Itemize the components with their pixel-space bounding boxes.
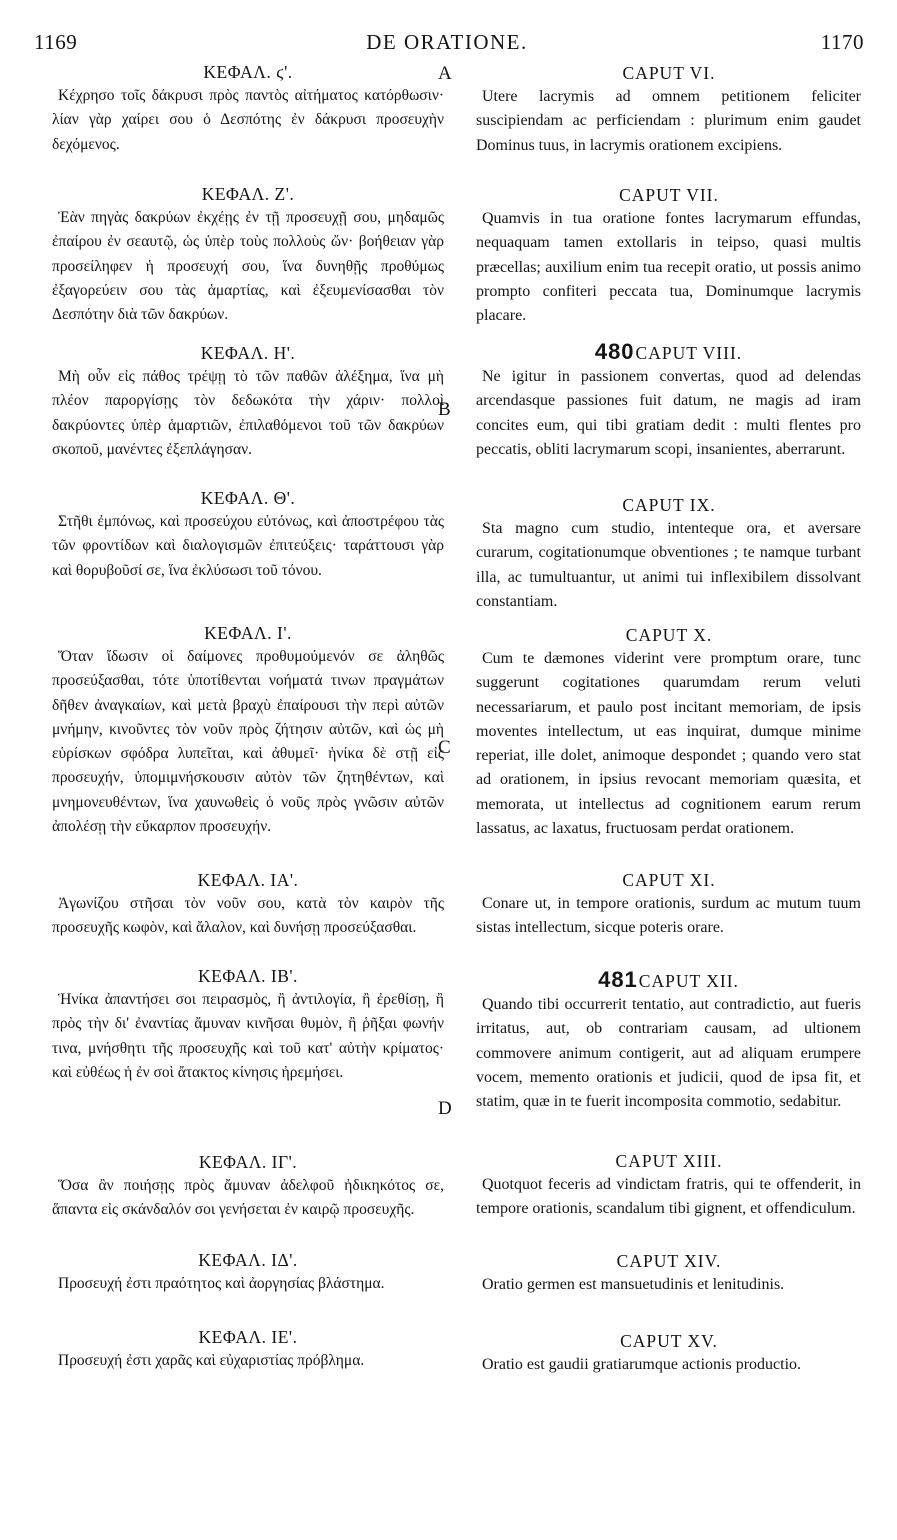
chapter-heading: 480CAPUT VIII. <box>594 339 743 364</box>
chapter-heading: ΚΕΦΑΛ. Ζ'. <box>201 184 295 204</box>
greek-chapter <box>52 621 444 839</box>
greek-chapter <box>52 1248 444 1296</box>
chapter-text: Quamvis in tua oratione fontes lacrymarum effundas, nequaquam tamen extollaris in teipso, quasi multis præcellas; auxilium enim tua recepit oratio, ut possis animo prompto confiteri peccata tua, Dominumque lacrymis placare. <box>476 210 861 325</box>
chapter-heading: ΚΕΦΑΛ. ΙΑ'. <box>197 870 299 890</box>
latin-chapter <box>476 1148 861 1222</box>
latin-chapter <box>476 1328 861 1377</box>
running-title: DE ORATIONE. <box>366 30 528 54</box>
chapter-heading: CAPUT XV. <box>620 1331 718 1351</box>
latin-chapter <box>476 182 861 328</box>
chapter-text: Ἀγωνίζου στῆσαι τὸν νοῦν σου, κατὰ τὸν καιρὸν τῆς προσευχῆς κωφὸν, καὶ ἄλαλον, καὶ δυνήσῃ προσεύξασθαι. <box>52 895 444 937</box>
chapter-heading: CAPUT X. <box>625 625 713 645</box>
chapter-heading: ΚΕΦΑΛ. ΙΕ'. <box>198 1327 298 1347</box>
chapter-text: Oratio germen est mansuetudinis et lenitudinis. <box>482 1276 785 1293</box>
chapter-text: Μὴ οὖν εἰς πάθος τρέψῃ τὸ τῶν παθῶν ἀλέξημα, ἵνα μὴ πλέον παροργίσῃς τὸν δεδωκότα τὴν χάριν· πολλοὶ δακρύοντες ὑπὲρ ἁμαρτιῶν, ἐπιλαθόμενοι τοῦ τῶν δακρύων σκοποῦ, μανέντες ἐξεπλάγησαν. <box>52 368 444 458</box>
latin-chapter <box>476 340 861 462</box>
latin-chapter <box>476 622 861 841</box>
chapter-heading: ΚΕΦΑΛ. ΙΔ'. <box>198 1250 298 1270</box>
margin-letter-a: A <box>438 63 452 84</box>
latin-chapter <box>476 968 861 1114</box>
margin-letter-c: C <box>438 737 451 758</box>
greek-chapter <box>52 486 444 583</box>
chapter-text: Ὅσα ἂν ποιήσῃς πρὸς ἄμυναν ἀδελφοῦ ἠδικηκότος σε, ἅπαντα εἰς σκάνδαλόν σοι γενήσεται ἐν καιρῷ προσευχῆς. <box>52 1177 444 1219</box>
greek-chapter <box>52 60 444 157</box>
greek-chapter <box>52 868 444 941</box>
latin-chapter <box>476 492 861 614</box>
chapter-text: Oratio est gaudii gratiarumque actionis productio. <box>482 1356 802 1373</box>
chapter-text: Προσευχή ἐστι πραότητος καὶ ἀοργησίας βλάστημα. <box>58 1275 385 1292</box>
chapter-heading: CAPUT XIII. <box>615 1151 723 1171</box>
column-number: 480 <box>594 339 635 364</box>
greek-chapter <box>52 1150 444 1223</box>
chapter-heading: ΚΕΦΑΛ. Ι'. <box>204 623 292 643</box>
greek-chapter <box>52 341 444 462</box>
column-number: 481 <box>598 967 638 992</box>
chapter-text: Κέχρησο τοῖς δάκρυσι πρὸς παντὸς αἰτήματος κατόρθωσιν· λίαν γὰρ χαίρει σου ὁ Δεσπότης ἐν δάκρυσι προσευχὴν δεχόμενος. <box>52 87 444 153</box>
latin-chapter <box>476 60 861 158</box>
chapter-text: Ne igitur in passionem convertas, quod ad delendas arcendasque passiones fuit datum, ne magis ad iram concites eum, qui tibi gratiam dedit : multi flentes pro peccatis, obliti lacrymarum scopi, insanientes, aberrarunt. <box>476 368 861 458</box>
chapter-text: Sta magno cum studio, intenteque ora, et aversare curarum, cogitationumque obventiones ; te namque turbant illa, ac tumultuantur, ut animi tui inflexibilem dissolvant constantiam. <box>476 520 861 610</box>
chapter-heading: ΚΕΦΑΛ. Η'. <box>200 343 296 363</box>
chapter-text: Cum te dæmones viderint vere promptum orare, tunc suggerunt cogitationes quarumdam rerum veluti necessariarum, et paulo post incitant memoriam, de ipsis moventes intellectum, ut eas inquirat, dumque minime reperiat, ille dolet, animoque despondet ; quando vero stat ad orationem, in ipsius revocant memoriam quæsita, et memorata, ut intellectus ad cognitionem earum rerum lassatus, ac laxatus, fructuosam perdat orationem. <box>476 650 861 838</box>
chapter-text: Quando tibi occurrerit tentatio, aut contradictio, aut fueris irritatus, aut, ob contrariam causam, ad ultionem commovere animum contigerit, aut ad aliquam erumpere vocem, memento orationis et judicii, quod de ipsa fit, et statim, quæ in te fuerit incomposita commotio, sedabitur. <box>476 996 861 1111</box>
chapter-text: Ἐὰν πηγὰς δακρύων ἐκχέῃς ἐν τῇ προσευχῇ σου, μηδαμῶς ἐπαίρου ἐν σεαυτῷ, ὡς ὑπὲρ τοὺς πολλοὺς ὤν· βοήθειαν γὰρ προσείληφεν ἡ προσευχή σου, ἵνα δυνηθῇς προθύμως ἐξαγορεύειν σου τὰς ἁμαρτίας, καὶ ἐξευμενίσασθαι τὸν Δεσπότην διὰ τῶν δακρύων. <box>52 209 444 324</box>
chapter-heading: ΚΕΦΑΛ. ΙΒ'. <box>198 966 298 986</box>
latin-chapter <box>476 867 861 941</box>
margin-letter-b: B <box>438 399 451 420</box>
chapter-text: Προσευχή ἐστι χαρᾶς καὶ εὐχαριστίας πρόβλημα. <box>58 1352 365 1369</box>
chapter-heading: CAPUT VII. <box>619 185 719 205</box>
chapter-text: Conare ut, in tempore orationis, surdum ac mutum tuum sistas intellectum, sicque poteris orare. <box>476 895 861 937</box>
chapter-text: Ὅταν ἴδωσιν οἱ δαίμονες προθυμούμενόν σε ἀληθῶς προσεύξασθαι, τότε ὑποτίθενται νοήματά τινων πραγμάτων δῆθεν ἀναγκαίων, καὶ μετὰ βραχὺ ἐπαίρουσι τὴν περὶ αὐτῶν μνήμην, κινοῦντες τὸν νοῦν πρὸς ζήτησιν αὐτῶν, καὶ ὡς μὴ εὑρίσκων σφόδρα λυπεῖται, καὶ ἀθυμεῖ· ἡνίκα δὲ στῇ εἰς προσευχήν, ὑπομιμνήσκουσιν αὐτὸν τῶν ζητηθέντων, καὶ μνημονευθέντων, ἵνα χαυνωθεὶς ὁ νοῦς πρὸς γνῶσιν αὐτῶν ἀπολέσῃ τὴν εὔκαρπον προσευχήν. <box>52 648 444 836</box>
chapter-text: Utere lacrymis ad omnem petitionem feliciter suscipiendam ac perficiendam : plurimum enim gaudet Dominus tuus, in lacrymis orationem excipiens. <box>476 88 861 154</box>
greek-chapter <box>52 182 444 327</box>
chapter-heading: CAPUT IX. <box>622 495 716 515</box>
page-header <box>30 30 864 62</box>
greek-chapter <box>52 1325 444 1373</box>
page-number-left: 1169 <box>34 30 78 54</box>
greek-chapter <box>52 964 444 1085</box>
chapter-text: Ἡνίκα ἀπαντήσει σοι πειρασμὸς, ἢ ἀντιλογία, ἢ ἐρεθίσῃ, ἢ πρὸς τὴν δι' ἐναντίας ἄμυναν κινῆσαι θυμὸν, ἢ ῥῆξαι φωνήν τινα, μνήσθητι τῆς προσευχῆς καὶ τοῦ κατ' αὐτὴν κρίματος· καὶ εὐθέως ἡ ἐν σοὶ ἄτακτος κίνησις ἠρεμήσει. <box>52 991 444 1081</box>
chapter-heading: 481CAPUT XII. <box>598 967 739 992</box>
margin-letter-d: D <box>438 1098 452 1119</box>
chapter-heading: ΚΕΦΑΛ. ϛ'. <box>203 62 293 82</box>
chapter-text: Quotquot feceris ad vindictam fratris, qui te offenderit, in tempore orationis, scandalum tibi gignent, et offendiculum. <box>476 1176 861 1218</box>
latin-chapter <box>476 1248 861 1297</box>
chapter-heading: ΚΕΦΑΛ. ΙΓ'. <box>198 1152 298 1172</box>
chapter-heading: CAPUT VI. <box>622 63 716 83</box>
chapter-heading: CAPUT XIV. <box>616 1251 722 1271</box>
chapter-heading: ΚΕΦΑΛ. Θ'. <box>200 488 296 508</box>
chapter-text: Στῆθι ἐμπόνως, καὶ προσεύχου εὐτόνως, καὶ ἀποστρέφου τὰς τῶν φροντίδων καὶ διαλογισμῶν ἐπιτεύξεις· ταράττουσι γὰρ καὶ θορυβοῦσί σε, ἵνα ἐκλύσωσι τοῦ τόνου. <box>52 513 444 579</box>
page-number-right: 1170 <box>820 30 864 54</box>
chapter-heading: CAPUT XI. <box>622 870 716 890</box>
